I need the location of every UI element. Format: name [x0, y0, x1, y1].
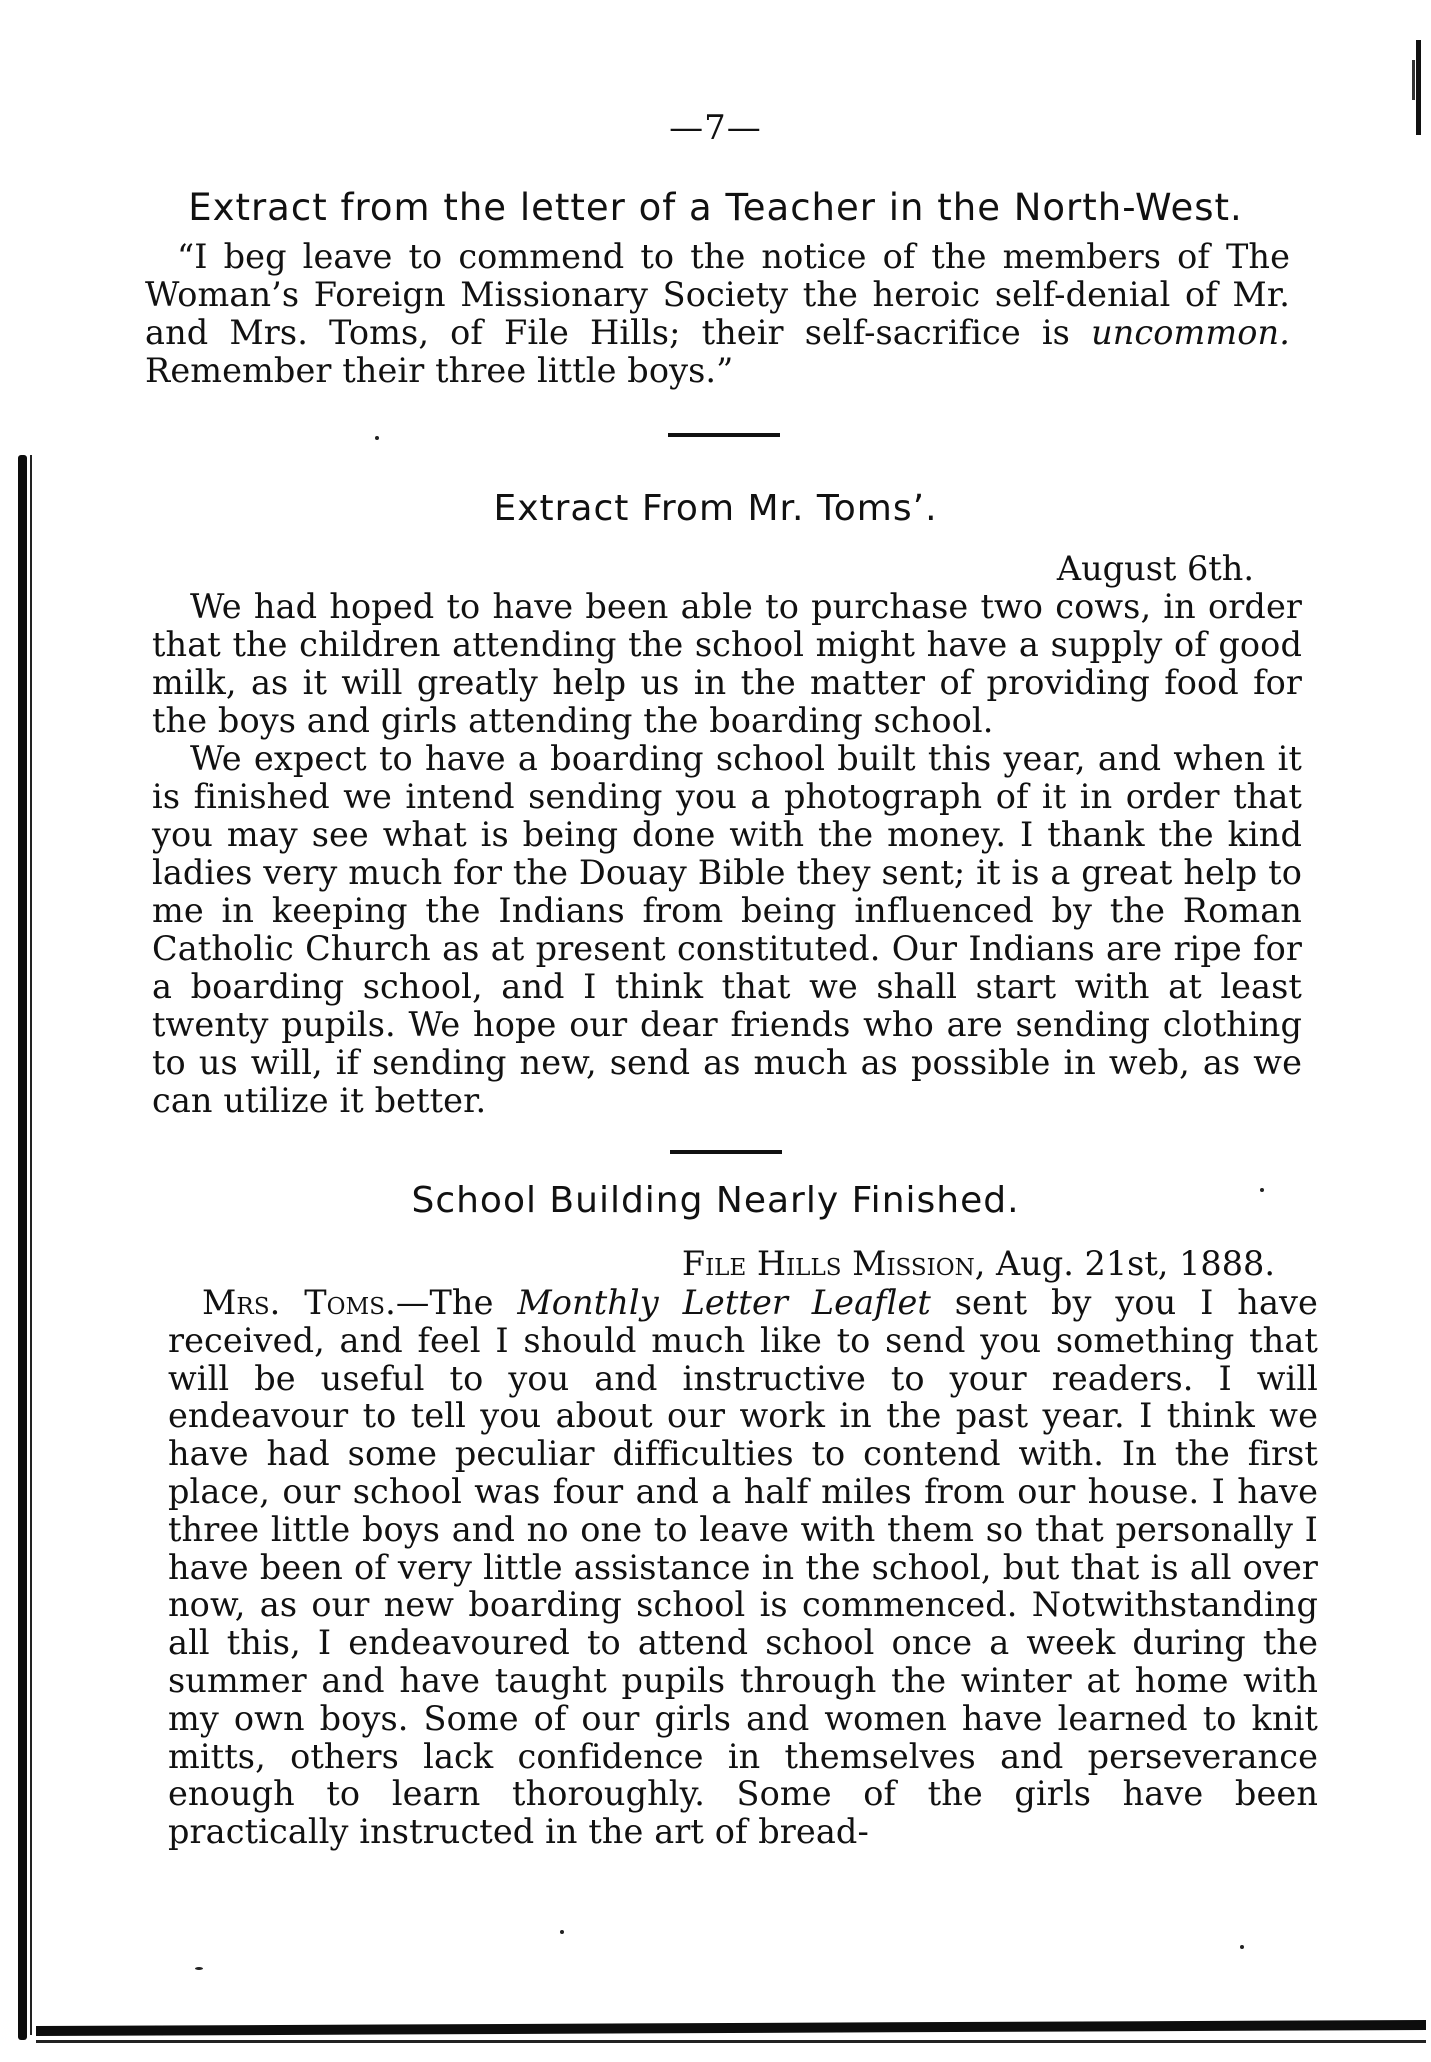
mr-toms-paragraph-1: We had hoped to have been able to purchase two cows, in order that the children attending the school might have a supply of good milk, as it will greatly help us in the matter of providing food for the boys and girls attending the boarding school.	[152, 587, 1302, 740]
scan-speck	[195, 1967, 203, 1970]
section-divider	[670, 1150, 782, 1154]
leaflet-title: Monthly Letter Leaflet	[517, 1283, 931, 1322]
teacher-letter-text-end: Remember their three little boys.”	[145, 351, 734, 390]
mrs-toms-paragraph	[168, 1284, 1318, 1851]
teacher-letter-italic: uncommon.	[1091, 313, 1290, 352]
scan-speck	[560, 1930, 564, 1934]
letter-date: August 6th.	[1056, 549, 1254, 588]
dateline-place: File Hills Mission	[681, 1244, 975, 1283]
speaker-lead: .—The	[385, 1283, 518, 1322]
scan-bottom-border-inner	[36, 2040, 1426, 2043]
mrs-toms-text: sent by you I have received, and feel I should much like to send you something that will be useful to you and instructive to your readers. I will endeavour to tell you about our work in the past year. I think we have had some peculiar difficulties to contend with. In the first place, our school was four and a half miles from our house. I have three little boys and no one to leave with them so that personally I have been of very little assistance in the school, but that is all over now, as our new boarding school is commenced. Notwithstanding all this, I endeavoured to attend school once a week during the summer and have taught pupils through the winter at home with my own boys. Some of our girls and women have learned to knit mitts, others lack confidence in themselves and perseverance enough to learn thoroughly. Some of the girls have been practically instructed in the art of bread-	[168, 1283, 1318, 1852]
section-heading-school-building: School Building Nearly Finished.	[411, 1180, 1020, 1221]
teacher-letter-text: “I beg leave to commend to the notice of the members of The Woman’s Foreign Missionary Society the heroic self-denial of Mr. and Mrs. Toms, of File Hills; their self-sacrifice is	[145, 237, 1290, 352]
scan-speck	[375, 436, 379, 440]
mr-toms-paragraph-2: We expect to have a boarding school built this year, and when it is finished we intend sending you a photograph of it in order that you may see what is being done with the money. I thank the kind ladies very much for the Douay Bible they sent; it is a great help to me in keeping the Indians from being influenced by the Roman Catholic Church as at present constituted. Our Indians are ripe for a boarding school, and I think that we shall start with at least twenty pupils. We hope our dear friends who are sending clothing to us will, if sending new, send as much as possible in web, as we can utilize it better.	[152, 739, 1302, 1120]
page-number: —7—	[669, 108, 762, 148]
speaker-name: Mrs. Toms	[202, 1283, 386, 1322]
section-divider	[668, 433, 780, 437]
scan-bottom-border	[36, 2020, 1426, 2036]
dateline-date: , Aug. 21st, 1888.	[974, 1244, 1275, 1283]
section-heading-mr-toms: Extract From Mr. Toms’.	[493, 488, 938, 529]
teacher-letter-paragraph	[145, 238, 1290, 390]
scan-edge-mark	[1412, 60, 1415, 100]
mission-dateline	[560, 1245, 1275, 1283]
scan-left-border-inner	[30, 455, 32, 2035]
scan-speck	[1240, 1945, 1244, 1949]
scan-left-border	[18, 455, 27, 2040]
section-heading-teacher-letter: Extract from the letter of a Teacher in the North-West.	[188, 186, 1243, 229]
